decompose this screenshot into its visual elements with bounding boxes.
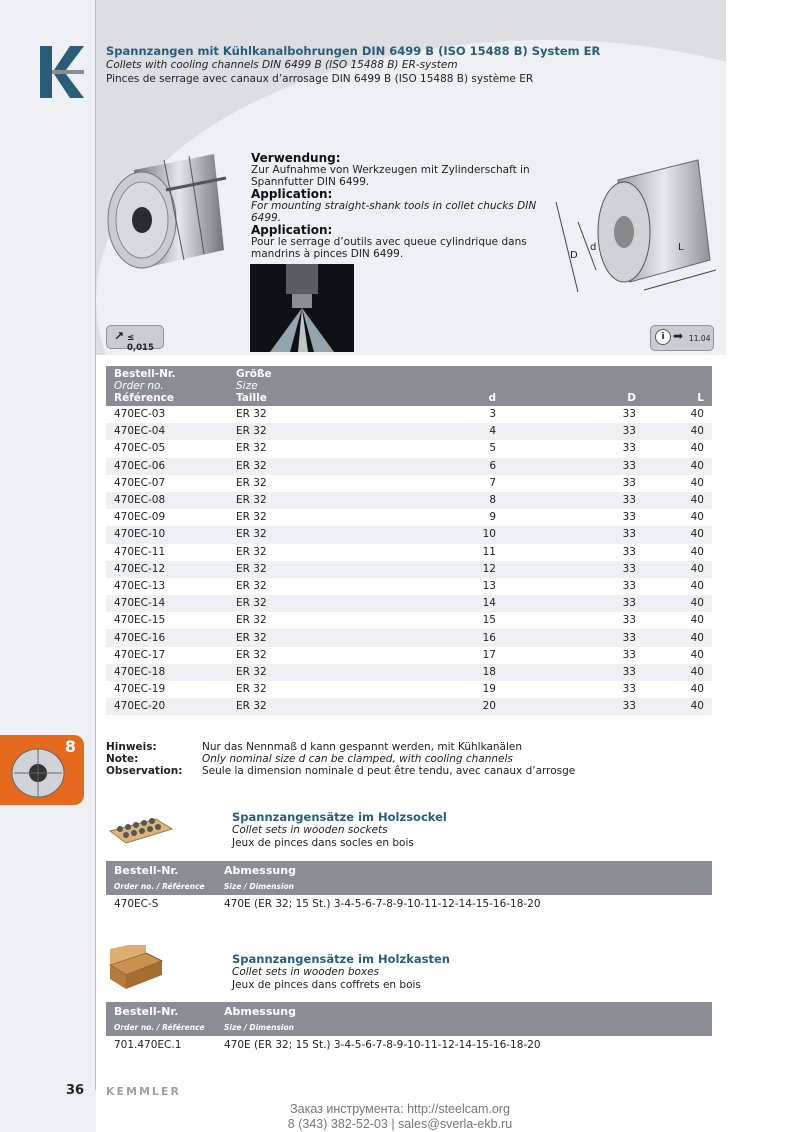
arrow-right-icon: ➡ (673, 329, 684, 343)
set2-title-de: Spannzangensätze im Holzkasten (232, 952, 450, 966)
cell-order-no: 470EC-15 (106, 612, 228, 629)
cell-D: 33 (504, 423, 644, 440)
cell-L: 40 (644, 492, 712, 509)
cell-L: 40 (644, 595, 712, 612)
application-heading-en: Application: (251, 187, 333, 201)
cell-d: 20 (424, 698, 504, 715)
cell-d: 13 (424, 578, 504, 595)
cell-d: 17 (424, 647, 504, 664)
cell-D: 33 (504, 561, 644, 578)
cell-D: 33 (504, 492, 644, 509)
cell-size: ER 32 (228, 681, 424, 698)
dim-label-L: L (678, 242, 684, 253)
cell-order-no: 470EC-10 (106, 526, 228, 543)
set1-title-de: Spannzangensätze im Holzsockel (232, 810, 447, 824)
left-margin-band (0, 0, 96, 1132)
collet-photo (104, 150, 244, 272)
cell-L: 40 (644, 423, 712, 440)
title-en: Collets with cooling channels DIN 6499 B (ISO 15488 B) ER-system (106, 59, 458, 71)
page-number: 36 (66, 1083, 85, 1098)
cell-L: 40 (644, 475, 712, 492)
cell-D: 33 (504, 544, 644, 561)
cell-d: 12 (424, 561, 504, 578)
cell-size: ER 32 (228, 458, 424, 475)
cell-L: 40 (644, 509, 712, 526)
cell-d: 6 (424, 458, 504, 475)
cell-order-no: 470EC-16 (106, 629, 228, 646)
cell-order-no: 470EC-11 (106, 544, 228, 561)
header-D: D (504, 366, 644, 406)
set2-header-order: Bestell-Nr. (114, 1005, 179, 1018)
cell-size: ER 32 (228, 492, 424, 509)
arrow-icon: ↗ (114, 329, 125, 343)
cell-D: 33 (504, 612, 644, 629)
header-size-fr: Taille (236, 392, 267, 404)
cell-d: 10 (424, 526, 504, 543)
note-text-de: Nur das Nennmaß d kann gespannt werden, mit Kühlkanälen (202, 741, 523, 753)
cell-L: 40 (644, 561, 712, 578)
cell-L: 40 (644, 406, 712, 423)
cell-size: ER 32 (228, 440, 424, 457)
header-size-de: Größe (236, 368, 272, 380)
table-row (106, 544, 712, 561)
margin-rule (95, 0, 96, 1090)
cell-order-no: 470EC-12 (106, 561, 228, 578)
wooden-box-photo (106, 945, 164, 991)
note-label-fr: Observation: (106, 765, 183, 777)
coolant-jet-photo (250, 264, 354, 352)
collet-thumbnail (8, 747, 68, 799)
table-row (106, 629, 712, 646)
cell-order-no: 470EC-19 (106, 681, 228, 698)
header-size (228, 366, 424, 406)
cell-size: ER 32 (228, 561, 424, 578)
cell-D: 33 (504, 681, 644, 698)
header-order-no (106, 366, 228, 406)
chapter-tab[interactable] (0, 735, 84, 805)
set2-table-header (106, 1002, 712, 1036)
table-row (106, 664, 712, 681)
accuracy-value: ≤ 0,015 (127, 333, 154, 353)
set1-header-dim-sub: Size / Dimension (224, 882, 294, 891)
cell-size: ER 32 (228, 612, 424, 629)
table-row (106, 698, 712, 715)
reference-badge (650, 325, 714, 351)
note-label-en: Note: (106, 753, 139, 765)
cell-D: 33 (504, 647, 644, 664)
cell-size: ER 32 (228, 509, 424, 526)
header-size-en: Size (236, 380, 258, 392)
set1-header-dim: Abmessung (224, 864, 296, 877)
header-order-fr: Référence (114, 392, 175, 404)
table-row (106, 612, 712, 629)
cell-D: 33 (504, 698, 644, 715)
cell-size: ER 32 (228, 526, 424, 543)
set2-title-en: Collet sets in wooden boxes (232, 966, 380, 978)
cell-size: ER 32 (228, 578, 424, 595)
cell-d: 11 (424, 544, 504, 561)
table-row (106, 681, 712, 698)
header-L: L (644, 366, 712, 406)
dim-label-D: D (570, 250, 578, 261)
cell-order-no: 470EC-06 (106, 458, 228, 475)
info-icon: i (655, 329, 671, 345)
cell-order-no: 470EC-14 (106, 595, 228, 612)
set2-title-fr: Jeux de pinces dans coffrets en bois (232, 979, 421, 991)
cell-D: 33 (504, 458, 644, 475)
table-row (106, 423, 712, 440)
set2-dimension: 470E (ER 32; 15 St.) 3-4-5-6-7-8-9-10-11-12-14-15-16-18-20 (224, 1039, 541, 1051)
set2-header-dim: Abmessung (224, 1005, 296, 1018)
note-text-fr: Seule la dimension nominale d peut être tendu, avec canaux d’arrosge (202, 765, 576, 777)
table-row (106, 492, 712, 509)
wooden-socket-photo (106, 805, 174, 845)
cell-d: 3 (424, 406, 504, 423)
brand-logo: KEMMLER (106, 1085, 181, 1098)
collet-table (106, 366, 712, 715)
table-row (106, 526, 712, 543)
cell-size: ER 32 (228, 698, 424, 715)
cell-d: 18 (424, 664, 504, 681)
cell-order-no: 470EC-17 (106, 647, 228, 664)
cell-L: 40 (644, 440, 712, 457)
table-row (106, 406, 712, 423)
table-row (106, 509, 712, 526)
reference-value: 11.04 (689, 334, 711, 343)
cell-size: ER 32 (228, 664, 424, 681)
accuracy-badge (106, 325, 164, 353)
cell-D: 33 (504, 509, 644, 526)
cell-L: 40 (644, 612, 712, 629)
cell-size: ER 32 (228, 475, 424, 492)
cell-size: ER 32 (228, 406, 424, 423)
cell-L: 40 (644, 664, 712, 681)
table-row (106, 458, 712, 475)
cell-D: 33 (504, 526, 644, 543)
table-row (106, 440, 712, 457)
cell-size: ER 32 (228, 647, 424, 664)
table-row (106, 647, 712, 664)
cell-D: 33 (504, 406, 644, 423)
cell-d: 5 (424, 440, 504, 457)
note-text-en: Only nominal size d can be clamped, with cooling channels (202, 753, 513, 765)
footer-line-1[interactable]: Заказ инструмента: http://steelcam.org (290, 1102, 510, 1116)
set1-header-order: Bestell-Nr. (114, 864, 179, 877)
cell-L: 40 (644, 526, 712, 543)
cell-order-no: 470EC-05 (106, 440, 228, 457)
cell-L: 40 (644, 629, 712, 646)
application-text (251, 152, 551, 260)
cell-order-no: 470EC-18 (106, 664, 228, 681)
application-text-en: For mounting straight-shank tools in collet chucks DIN 6499. (251, 200, 537, 224)
header-order-de: Bestell-Nr. (114, 368, 176, 380)
cell-d: 7 (424, 475, 504, 492)
cell-D: 33 (504, 475, 644, 492)
footer-line-2[interactable]: 8 (343) 382-52-03 | sales@sverla-ekb.ru (287, 1117, 513, 1131)
header-d: d (424, 366, 504, 406)
set2-title (232, 953, 450, 992)
cell-size: ER 32 (228, 423, 424, 440)
page-header (106, 44, 600, 86)
cell-d: 8 (424, 492, 504, 509)
table-header (106, 366, 712, 406)
set1-header-order-sub: Order no. / Référence (114, 882, 205, 891)
cell-order-no: 470EC-09 (106, 509, 228, 526)
table-row (106, 475, 712, 492)
cell-L: 40 (644, 647, 712, 664)
cell-d: 14 (424, 595, 504, 612)
cell-D: 33 (504, 595, 644, 612)
cell-order-no: 470EC-07 (106, 475, 228, 492)
set1-title-fr: Jeux de pinces dans socles en bois (232, 837, 414, 849)
title-fr: Pinces de serrage avec canaux d’arrosage DIN 6499 B (ISO 15488 B) système ER (106, 73, 534, 85)
application-heading-de: Verwendung: (251, 151, 341, 165)
k-logo-icon (40, 46, 84, 98)
table-row (106, 561, 712, 578)
application-text-de: Zur Aufnahme von Werkzeugen mit Zylinderschaft in Spannfutter DIN 6499. (251, 164, 530, 188)
set2-order: 701.470EC.1 (114, 1039, 182, 1051)
set1-title-en: Collet sets in wooden sockets (232, 824, 388, 836)
cell-D: 33 (504, 578, 644, 595)
set1-title (232, 811, 447, 850)
set2-header-order-sub: Order no. / Référence (114, 1023, 205, 1032)
set1-dimension: 470E (ER 32; 15 St.) 3-4-5-6-7-8-9-10-11-12-14-15-16-18-20 (224, 898, 541, 910)
cell-d: 15 (424, 612, 504, 629)
cell-d: 4 (424, 423, 504, 440)
cell-size: ER 32 (228, 544, 424, 561)
cell-L: 40 (644, 698, 712, 715)
header-order-en: Order no. (114, 380, 164, 392)
cell-order-no: 470EC-03 (106, 406, 228, 423)
application-text-fr: Pour le serrage d’outils avec queue cylindrique dans mandrins à pinces DIN 6499. (251, 236, 527, 260)
table-row (106, 595, 712, 612)
cell-order-no: 470EC-08 (106, 492, 228, 509)
cell-d: 19 (424, 681, 504, 698)
title-de: Spannzangen mit Kühlkanalbohrungen DIN 6499 B (ISO 15488 B) System ER (106, 44, 601, 58)
set1-table-header (106, 861, 712, 895)
dim-label-d: d (590, 242, 597, 253)
set1-order: 470EC-S (114, 898, 159, 910)
note-label-de: Hinweis: (106, 741, 157, 753)
collet-drawing (548, 150, 723, 300)
cell-D: 33 (504, 664, 644, 681)
cell-size: ER 32 (228, 595, 424, 612)
cell-order-no: 470EC-04 (106, 423, 228, 440)
chapter-number: 8 (64, 737, 76, 756)
application-heading-fr: Application: (251, 223, 333, 237)
cell-L: 40 (644, 458, 712, 475)
cell-order-no: 470EC-20 (106, 698, 228, 715)
set2-header-dim-sub: Size / Dimension (224, 1023, 294, 1032)
cell-order-no: 470EC-13 (106, 578, 228, 595)
cell-D: 33 (504, 629, 644, 646)
table-row (106, 578, 712, 595)
cell-L: 40 (644, 681, 712, 698)
cell-d: 9 (424, 509, 504, 526)
cell-L: 40 (644, 578, 712, 595)
cell-D: 33 (504, 440, 644, 457)
cell-size: ER 32 (228, 629, 424, 646)
cell-L: 40 (644, 544, 712, 561)
cell-d: 16 (424, 629, 504, 646)
